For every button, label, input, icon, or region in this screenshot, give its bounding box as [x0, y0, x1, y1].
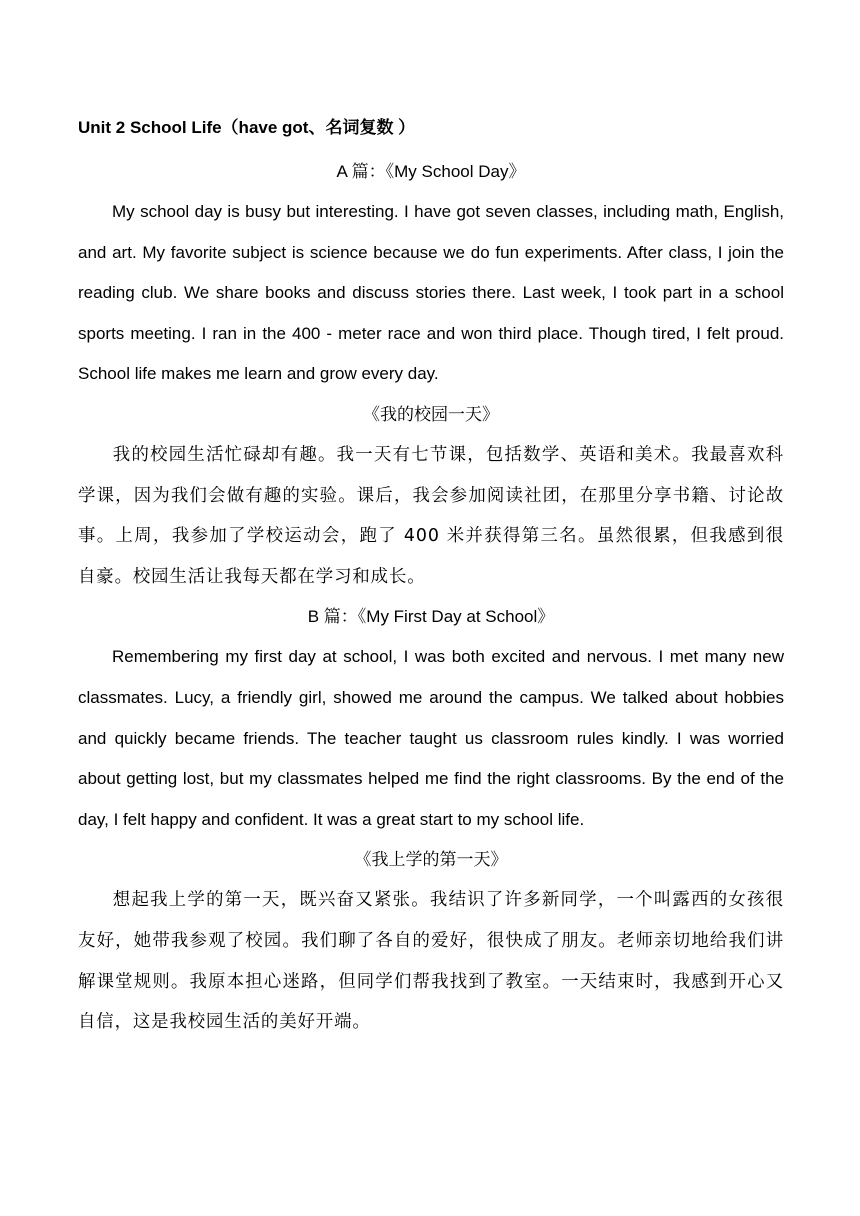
- section-a-heading-zh: 《我的校园一天》: [363, 404, 499, 424]
- section-a-heading-en: A 篇：《My School Day》: [336, 162, 526, 181]
- section-b-heading-en: B 篇：《My First Day at School》: [307, 607, 555, 627]
- section-b: [78, 597, 784, 1042]
- section-a: [78, 152, 784, 597]
- section-a-paragraph-en: My school day is busy but interesting. I have got seven classes, including math, English, and art. My favorite subject is science because we do fun experiments. After class, I join the reading club. We share books and discuss stories there. Last week, I took part in a school sports meeting. I ran in the 400 - meter race and won third place. Though tired, I felt proud. School life makes me learn and grow every day.: [78, 202, 784, 384]
- section-b-paragraph-en: Remembering my first day at school, I was both excited and nervous. I met many new classmates. Lucy, a friendly girl, showed me around the campus. We talked about hobbies and quickly became friends. The teacher taught us classroom rules kindly. I was worried about getting lost, but my classmates helped me find the right classrooms. By the end of the day, I felt happy and confident. It was a great start to my school life.: [78, 647, 784, 829]
- section-a-paragraph-zh: 我的校园生活忙碌却有趣。我一天有七节课，包括数学、英语和美术。我最喜欢科学课，因为我们会做有趣的实验。课后，我会参加阅读社团，在那里分享书籍、讨论故事。上周，我参加了学校运动会，跑了 400 米并获得第三名。虽然很累，但我感到很自豪。校园生活让我每天都在学习和成长。: [78, 444, 784, 587]
- section-b-heading-zh: 《我上学的第一天》: [354, 850, 508, 870]
- section-b-paragraph-zh: 想起我上学的第一天，既兴奋又紧张。我结识了许多新同学，一个叫露西的女孩很友好，她带我参观了校园。我们聊了各自的爱好，很快成了朋友。老师亲切地给我们讲解课堂规则。我原本担心迷路，但同学们帮我找到了教室。一天结束时，我感到开心又自信，这是我校园生活的美好开端。: [78, 890, 784, 1033]
- document-content: [78, 108, 784, 1043]
- unit-title: Unit 2 School Life（have got、名词复数 ）: [78, 118, 416, 137]
